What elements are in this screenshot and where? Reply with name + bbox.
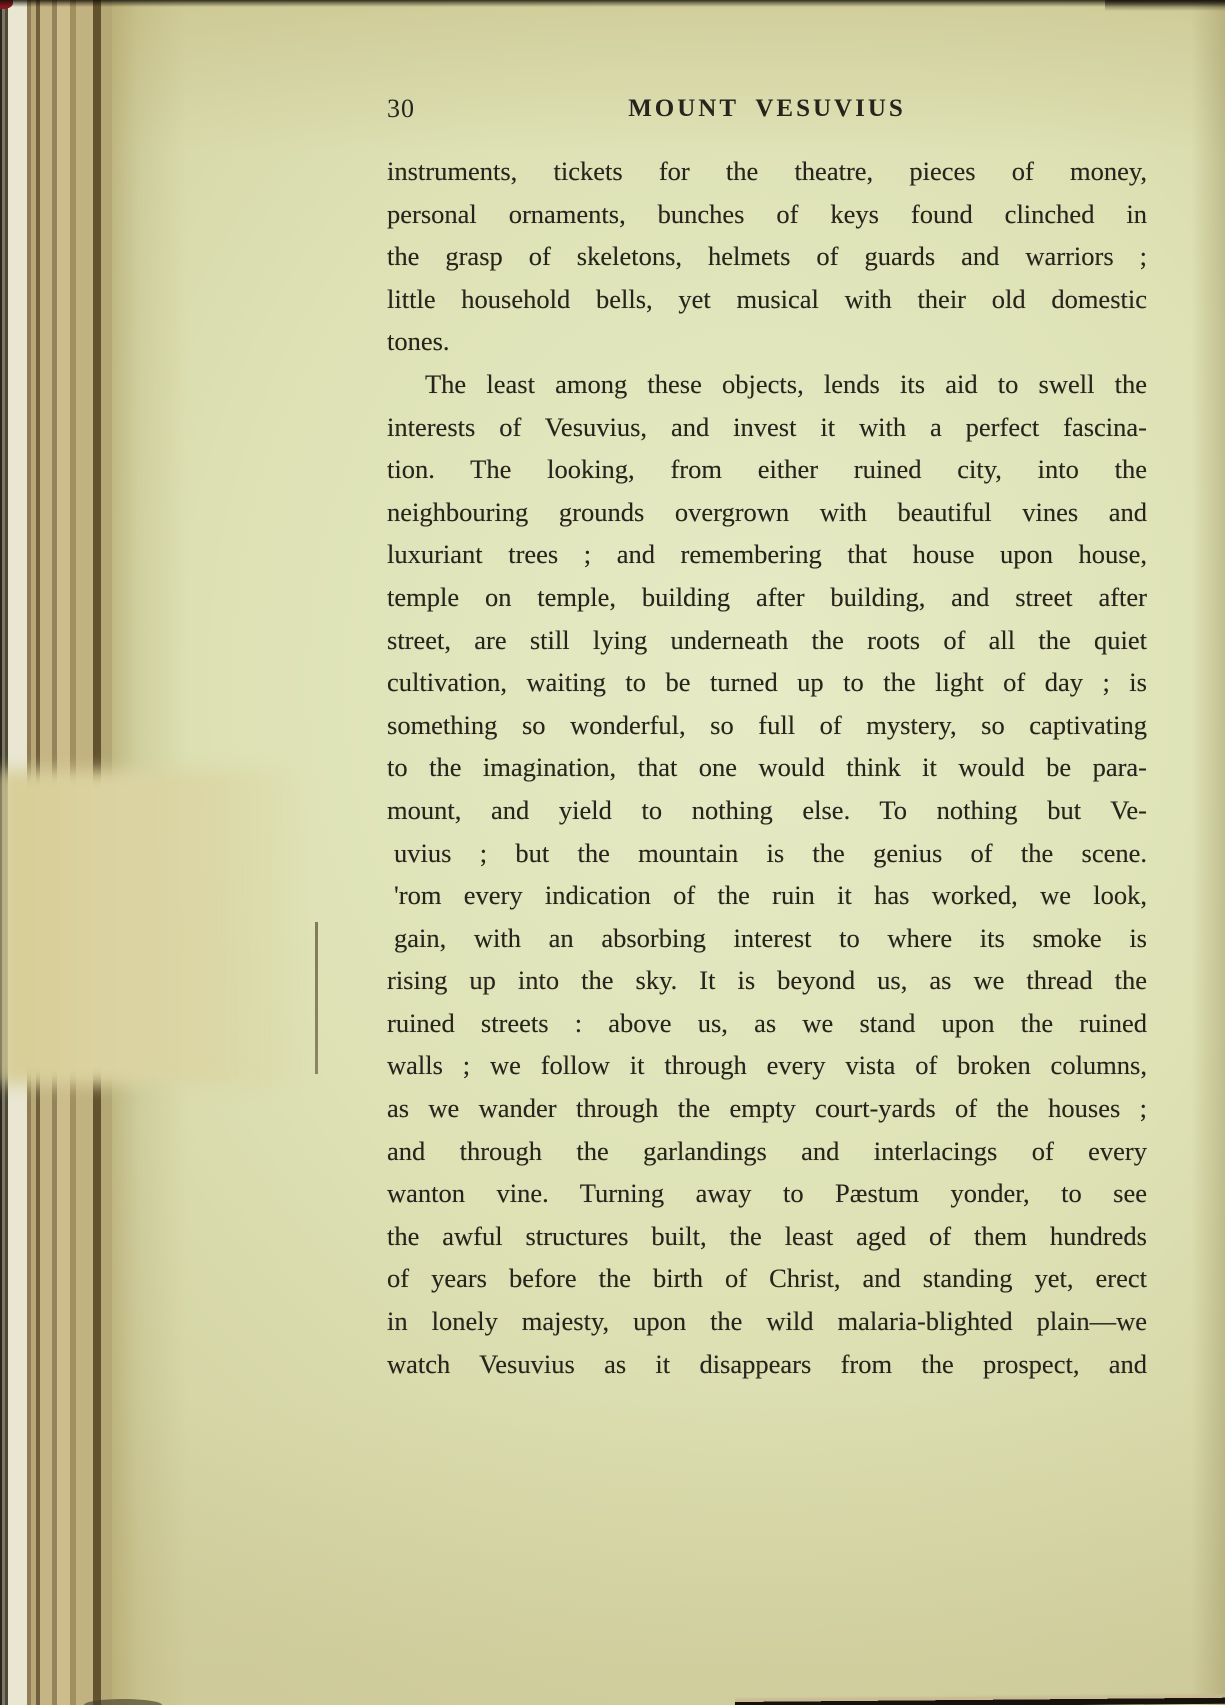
text-line: tones. [387, 326, 450, 357]
page-header-row [387, 94, 1147, 136]
text-line: the grasp of skeletons, helmets of guards and warriors ; [387, 241, 1147, 272]
text-line: cultivation, waiting to be turned up to the light of day ; is [387, 667, 1147, 698]
text-line: something so wonderful, so full of mystery, so captivating [387, 709, 1147, 740]
text-line: the awful structures built, the least aged of them hundreds [387, 1220, 1147, 1251]
scan-artifact-line [315, 922, 318, 1074]
text-line: to the imagination, that one would think it would be para- [387, 752, 1147, 783]
text-line: in lonely majesty, upon the wild malaria-blighted plain—we [387, 1306, 1147, 1337]
text-line: mount, and yield to nothing else. To nothing but Ve- [387, 794, 1147, 825]
text-line: gain, with an absorbing interest to where its smoke is [394, 922, 1147, 953]
text-line: luxuriant trees ; and remembering that house upon house, [387, 539, 1147, 570]
text-line: ruined streets : above us, as we stand upon the ruined [387, 1007, 1147, 1038]
page-number: 30 [387, 94, 415, 123]
text-line: interests of Vesuvius, and invest it with a perfect fascina- [387, 411, 1147, 442]
text-line: rising up into the sky. It is beyond us, as we thread the [387, 965, 1147, 996]
text-line: neighbouring grounds overgrown with beautiful vines and [387, 496, 1147, 527]
text-line: tion. The looking, from either ruined city, into the [387, 454, 1147, 485]
gutter-blur-smudge [0, 770, 305, 1085]
text-line: walls ; we follow it through every vista of broken columns, [387, 1050, 1147, 1081]
text-line: wanton vine. Turning away to Pæstum yonder, to see [387, 1178, 1147, 1209]
text-line: instruments, tickets for the theatre, pieces of money, [387, 156, 1147, 186]
body-text [387, 150, 1147, 1385]
text-line: street, are still lying underneath the roots of all the quiet [387, 624, 1147, 655]
running-header: MOUNT VESUVIUS [628, 95, 906, 122]
text-line: temple on temple, building after building, and street after [387, 581, 1147, 612]
text-line: personal ornaments, bunches of keys found clinched in [387, 198, 1147, 229]
text-line: watch Vesuvius as it disappears from the prospect, and [387, 1348, 1147, 1379]
bottom-left-edge-shadow [84, 1699, 162, 1705]
text-line: of years before the birth of Christ, and standing yet, erect [387, 1263, 1147, 1294]
text-line: and through the garlandings and interlacings of every [387, 1135, 1147, 1166]
text-line: uvius ; but the mountain is the genius of the scene. [394, 837, 1147, 868]
text-line: little household bells, yet musical with their old domestic [387, 283, 1147, 314]
text-line: The least among these objects, lends its aid to swell the [425, 368, 1147, 399]
text-line: 'rom every indication of the ruin it has worked, we look, [394, 880, 1147, 911]
text-line: as we wander through the empty court-yards of the houses ; [387, 1093, 1147, 1124]
top-edge-shadow [0, 0, 1225, 14]
